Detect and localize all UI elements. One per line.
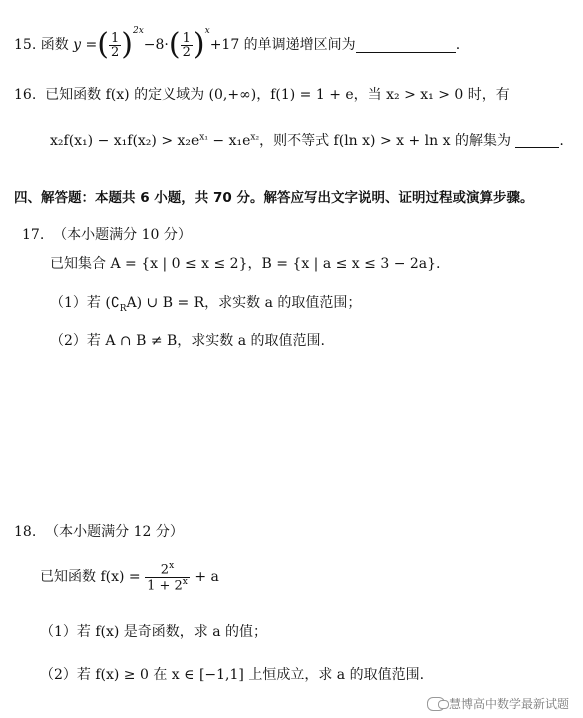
wechat-icon xyxy=(427,697,445,711)
question-17-header xyxy=(22,228,192,242)
fraction-half-1: $\frac{1}{2}$ xyxy=(110,30,120,60)
left-paren: ( xyxy=(97,27,109,62)
q18-score: （本小题满分 12 分） xyxy=(45,524,184,540)
q15-exponent-2x: 2x xyxy=(132,26,144,36)
q15-y: y = xyxy=(73,37,98,53)
question-16-line-2: $x_2f(x_1) - x_1f(x_2) > x_2e^{x_1} - x_1e^{x_2}$，则不等式 f(ln x) > x + ln x 的解集为 . xyxy=(50,132,564,149)
fraction-half-2: $\frac{1}{2}$ xyxy=(182,30,191,60)
q17-number: 17. xyxy=(22,227,45,243)
q18-given: 已知函数 f(x) = $\frac{2^x}{1 + 2^x}$ + a xyxy=(40,561,219,593)
q16-number: 16. xyxy=(14,87,37,103)
answer-blank-16[interactable] xyxy=(515,133,559,148)
question-15: 15. 函数 y = ( $\frac{1}{2}$ ) $^{2x}$ −8· ( $\frac{1}{2}$ ) $^x$ +17 的单调递增区间为 . xyxy=(14,26,461,62)
q17-part-1: （1）若 $(∁_RA)$ ∪ B = R，求实数 a 的取值范围； xyxy=(50,295,362,314)
question-16-line-1 xyxy=(14,88,510,102)
q15-tail: +17 的单调递增区间为 xyxy=(209,37,356,53)
left-paren: ( xyxy=(168,27,181,62)
q17-given: 已知集合 A = {x | 0 ≤ x ≤ 2}，B = {x | a ≤ x ≤ 3 − 2a}. xyxy=(50,256,441,272)
right-paren: ) xyxy=(121,27,133,62)
q18-fraction: $\frac{2^x}{1 + 2^x}$ xyxy=(147,561,188,593)
q17-score: （本小题满分 10 分） xyxy=(53,227,192,243)
q15-minus8: −8· xyxy=(143,37,169,53)
q15-exponent-x: x xyxy=(204,26,210,36)
q18-part-1: （1）若 f(x) 是奇函数，求 a 的值； xyxy=(40,624,268,640)
q17-part-2: （2）若 A ∩ B ≠ B，求实数 a 的取值范围. xyxy=(50,333,326,349)
section-heading: 四、解答题：本题共 6 小题，共 70 分。解答应写出文字说明、证明过程或演算步骤。 xyxy=(14,190,534,206)
q18-number: 18. xyxy=(14,524,37,540)
q16-line1: 已知函数 f(x) 的定义域为 (0,+∞)，f(1) = 1 + e，当 x₂ > x₁ > 0 时，有 xyxy=(45,87,510,103)
q18-part-2: （2）若 f(x) ≥ 0 在 x ∈ [−1,1] 上恒成立，求 a 的取值范围. xyxy=(40,667,425,683)
question-18-header xyxy=(14,525,184,539)
q16-line2a: x₂f(x₁) − x₁f(x₂) > x₂e xyxy=(50,133,200,149)
q15-lead: 函数 xyxy=(40,37,69,53)
watermark: 慧博高中数学最新试题 xyxy=(427,695,569,712)
answer-blank-15[interactable] xyxy=(356,38,456,53)
q15-number: 15. xyxy=(14,37,37,53)
right-paren: ) xyxy=(192,27,205,62)
